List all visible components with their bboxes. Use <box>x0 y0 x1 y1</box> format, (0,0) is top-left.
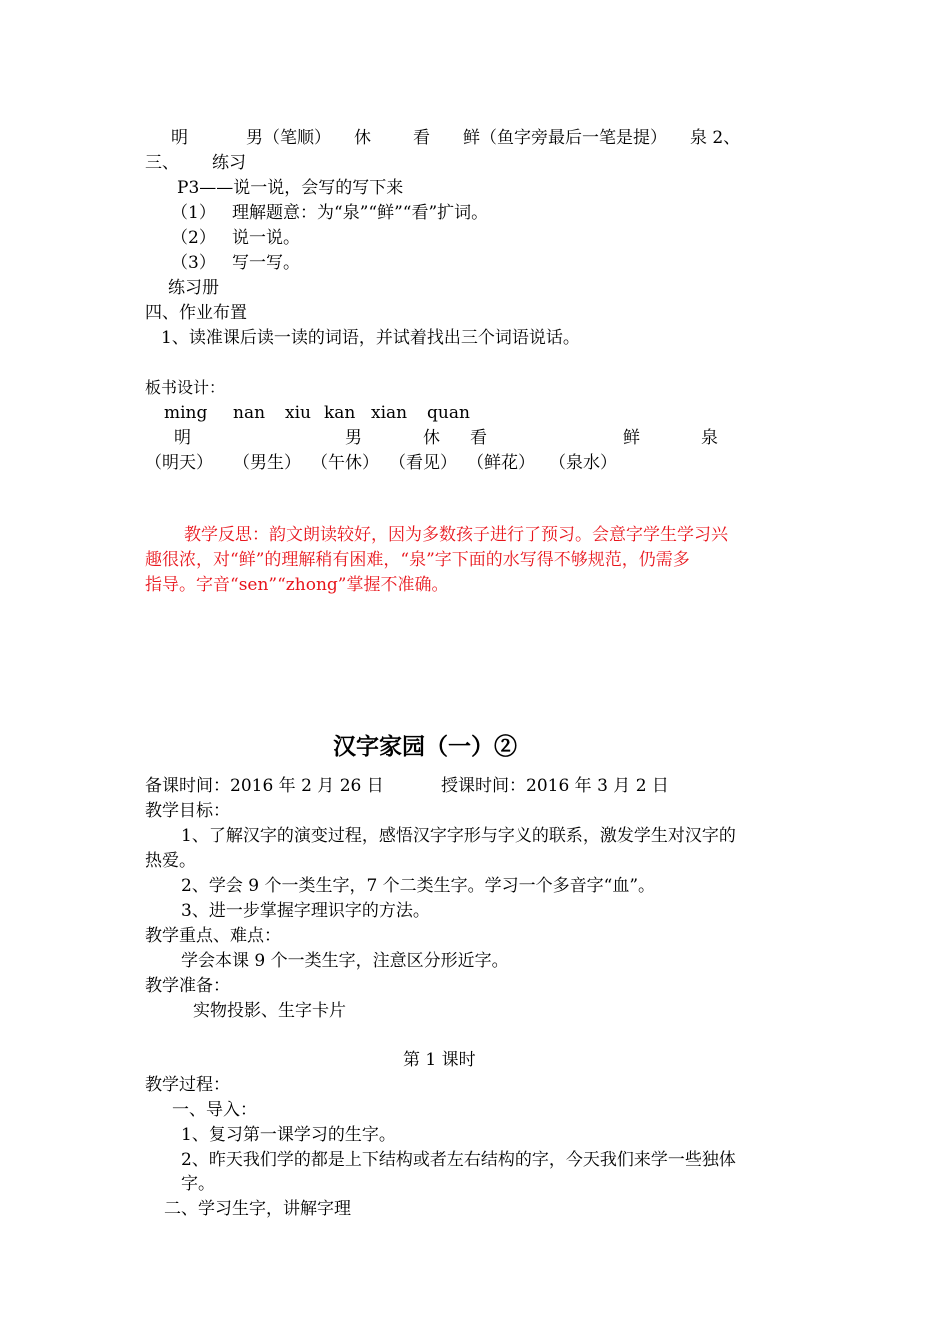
pinyin-ming: ming <box>164 403 208 423</box>
char-ming: 明 <box>171 128 188 148</box>
key-points-text: 学会本课 9 个一类生字，注意区分形近字。 <box>181 951 509 971</box>
char-xiu: 休 <box>354 128 371 148</box>
preparation-text: 实物投影、生字卡片 <box>193 1001 346 1021</box>
goal-1-line-2: 热爱。 <box>145 851 196 871</box>
board-label: 板书设计： <box>145 378 226 397</box>
char-kan: 看 <box>413 128 430 148</box>
pinyin-xian: xian <box>371 403 408 423</box>
prep-time: 备课时间：2016 年 2 月 26 日 <box>145 776 384 796</box>
board-word-kanjian: （看见） <box>389 453 457 473</box>
homework-1: 1、读准课后读一读的词语，并试着找出三个词语说话。 <box>161 328 580 348</box>
period-heading: 第 1 课时 <box>403 1050 476 1070</box>
step-1-2-line-1: 2、昨天我们学的都是上下结构或者左右结构的字，今天我们来学一些独体 <box>181 1150 736 1170</box>
step-2: 二、学习生字，讲解字理 <box>164 1199 351 1219</box>
reflection-line-1: 教学反思：韵文朗读较好，因为多数孩子进行了预习。会意字学生学习兴 <box>184 525 728 545</box>
board-word-nansheng: （男生） <box>233 453 301 473</box>
goals-label: 教学目标： <box>145 801 230 821</box>
char-quan: 泉 2、 <box>690 128 741 148</box>
section-3-number: 三、 <box>145 153 179 173</box>
item-1-text: 理解题意：为“泉”“鲜”“看”扩词。 <box>232 203 489 223</box>
board-char-xian: 鲜 <box>623 428 640 448</box>
board-word-mingtian: （明天） <box>145 453 213 473</box>
reflection-line-3: 指导。字音“sen”“zhong”掌握不准确。 <box>145 575 449 595</box>
step-1-2-line-2: 字。 <box>181 1174 215 1194</box>
pinyin-nan: nan <box>233 403 266 423</box>
char-nan-stroke: 男（笔顺） <box>246 128 331 148</box>
item-2-number: （2） <box>171 228 216 248</box>
board-char-nan: 男 <box>345 428 362 448</box>
board-char-ming: 明 <box>174 428 191 448</box>
pinyin-kan: kan <box>324 403 356 423</box>
workbook: 练习册 <box>168 278 219 298</box>
goal-2: 2、学会 9 个一类生字，7 个二类生字。学习一个多音字“血”。 <box>181 876 656 896</box>
board-word-wuxiu: （午休） <box>311 453 379 473</box>
item-1-number: （1） <box>171 203 216 223</box>
item-2-text: 说一说。 <box>232 228 300 248</box>
pinyin-xiu: xiu <box>285 403 311 423</box>
teach-time: 授课时间：2016 年 3 月 2 日 <box>441 776 669 796</box>
lesson-title: 汉字家园（一）② <box>333 733 517 760</box>
section-3-title: 练习 <box>212 153 246 173</box>
goal-1-line-1: 1、了解汉字的演变过程，感悟汉字字形与字义的联系，激发学生对汉字的 <box>181 826 736 846</box>
reflection-line-2: 趣很浓，对“鲜”的理解稍有困难，“泉”字下面的水写得不够规范，仍需多 <box>145 550 690 570</box>
process-label: 教学过程： <box>145 1075 230 1095</box>
board-char-quan: 泉 <box>701 428 718 448</box>
item-3-text: 写一写。 <box>232 253 300 273</box>
step-1-1: 1、复习第一课学习的生字。 <box>181 1125 396 1145</box>
key-points-label: 教学重点、难点： <box>145 926 281 946</box>
exercise-p3: P3——说一说，会写的写下来 <box>177 178 404 198</box>
board-char-kan: 看 <box>470 428 487 448</box>
board-word-quanshui: （泉水） <box>549 453 617 473</box>
step-1: 一、导入： <box>172 1100 257 1120</box>
preparation-label: 教学准备： <box>145 976 230 996</box>
item-3-number: （3） <box>171 253 216 273</box>
char-xian-note: 鲜（鱼字旁最后一笔是提） <box>463 128 667 148</box>
board-char-xiu: 休 <box>423 428 440 448</box>
section-4-title: 四、作业布置 <box>145 303 247 323</box>
goal-3: 3、进一步掌握字理识字的方法。 <box>181 901 430 921</box>
board-word-xianhua: （鲜花） <box>467 453 535 473</box>
pinyin-quan: quan <box>427 403 470 423</box>
